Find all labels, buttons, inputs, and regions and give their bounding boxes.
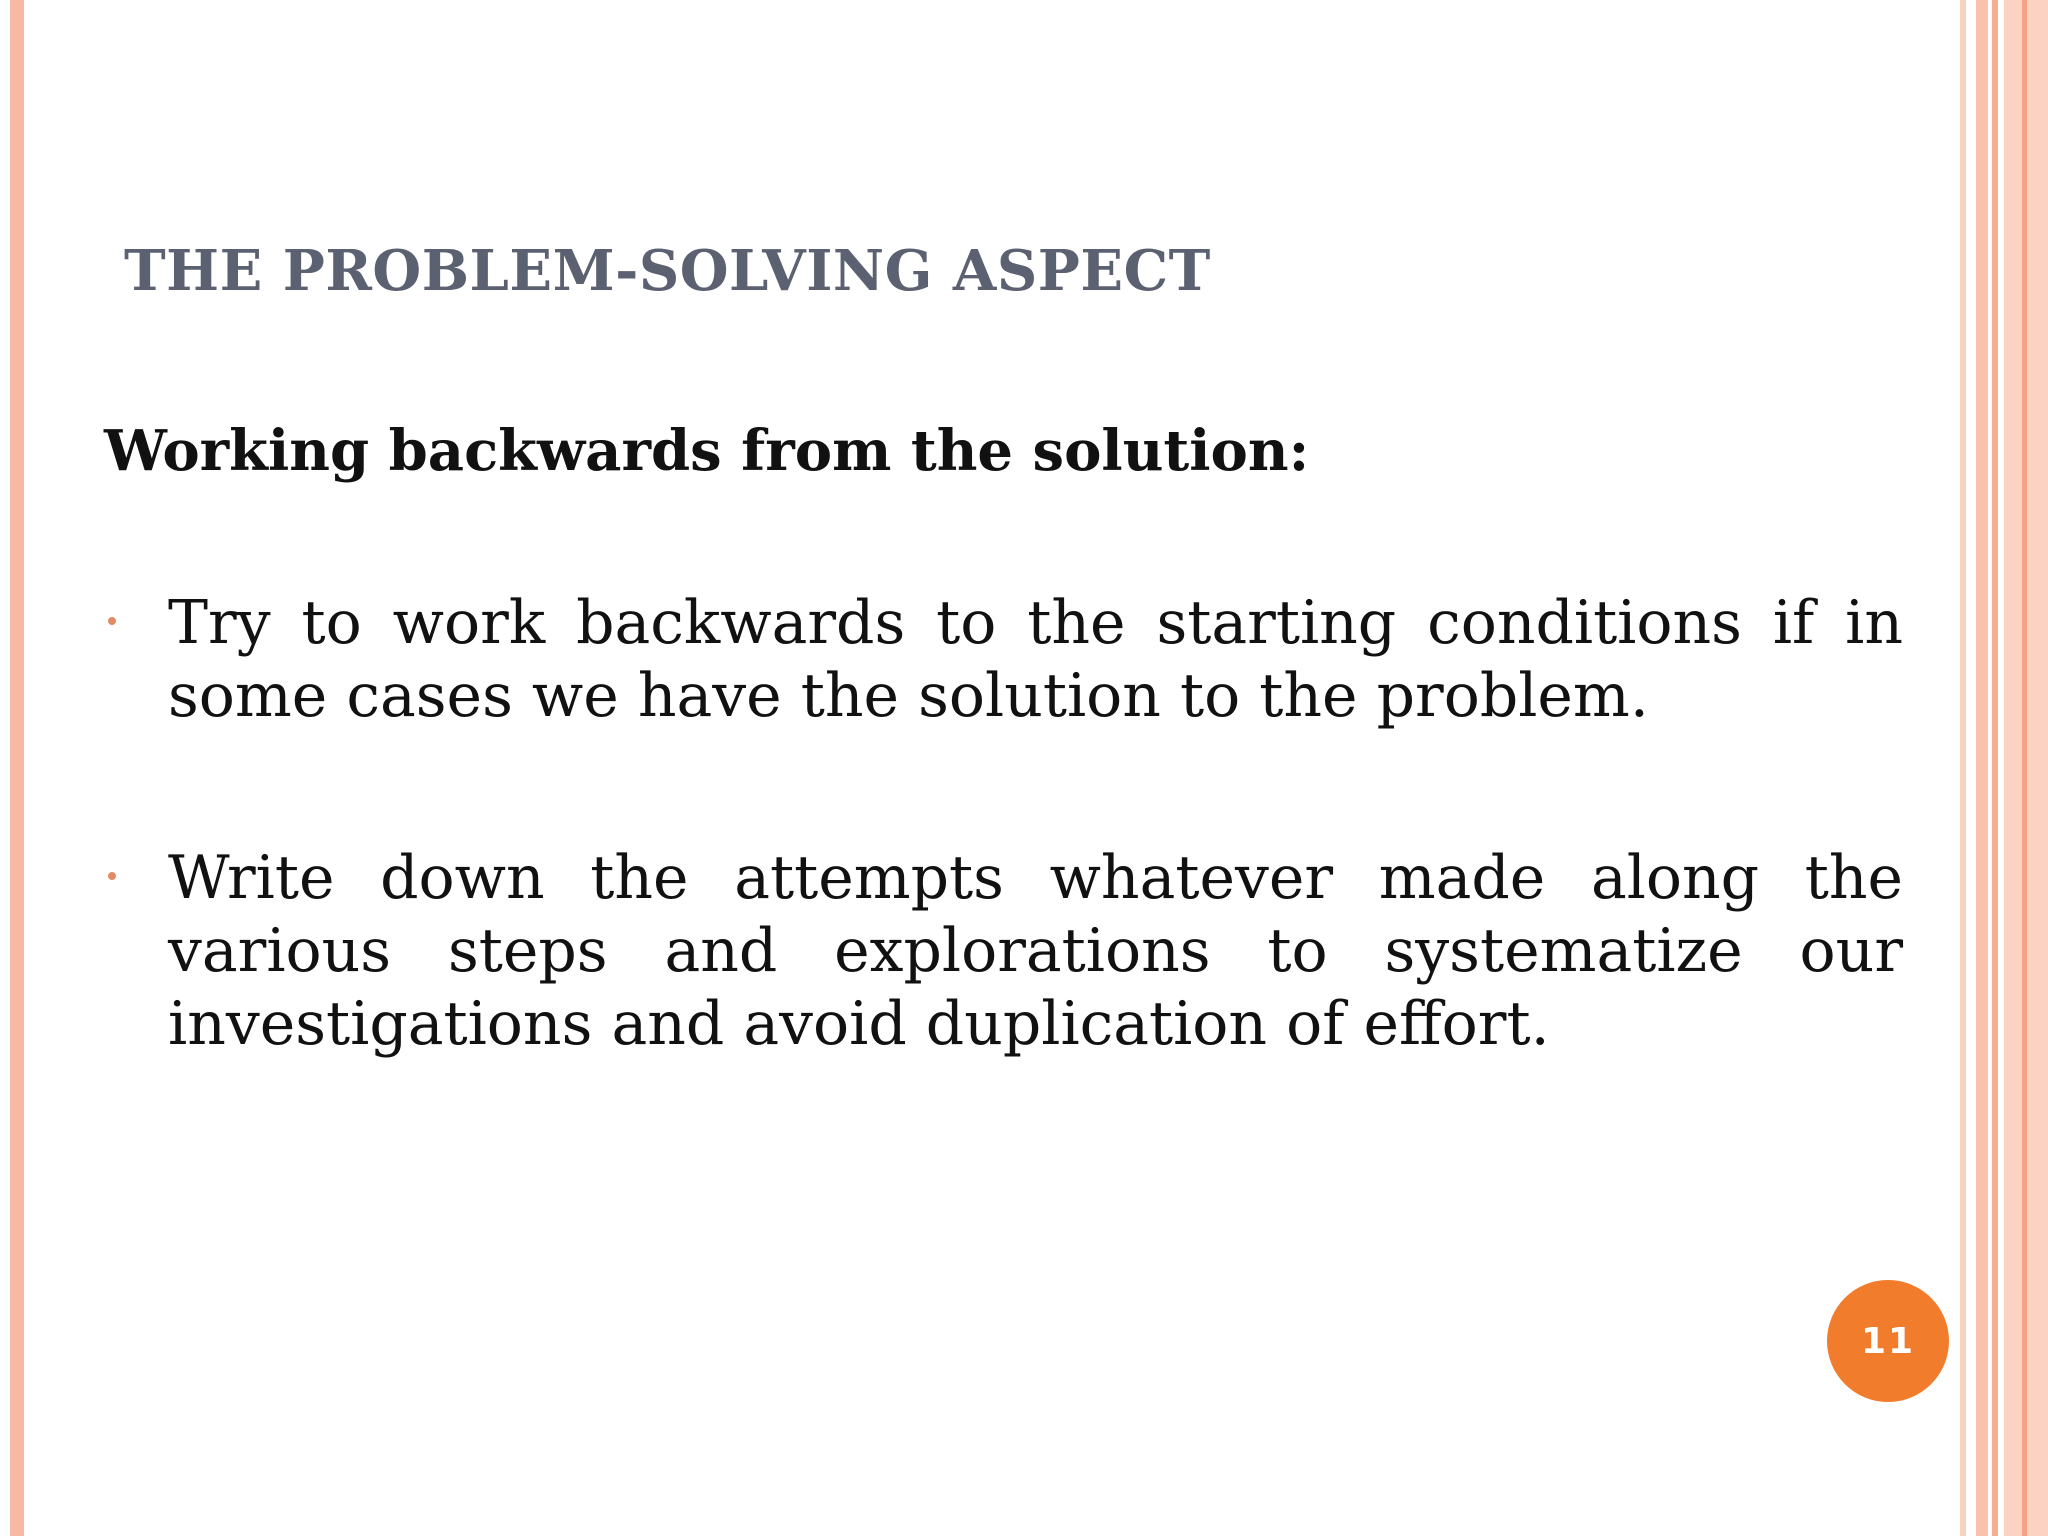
right-border-stripe — [1992, 0, 1998, 1536]
bullet-icon — [108, 872, 116, 880]
right-border-stripe — [1976, 0, 1988, 1536]
page-number-badge — [1827, 1280, 1949, 1402]
bullet-icon — [108, 617, 116, 625]
right-border-stripe — [2022, 0, 2027, 1536]
section-heading: Working backwards from the solution: — [104, 418, 1310, 484]
bullet-text: Write down the attempts whatever made along the various steps and explorations to systematize our investigations and avoid duplication of effort. — [168, 843, 1903, 1059]
bullet-text: Try to work backwards to the starting conditions if in some cases we have the solution to the problem. — [168, 588, 1903, 731]
slide-title: THE PROBLEM-SOLVING ASPECT — [124, 238, 1211, 304]
left-border-decoration — [10, 0, 24, 1536]
page-number: 11 — [1860, 1320, 1916, 1362]
right-border-stripe — [1960, 0, 1966, 1536]
